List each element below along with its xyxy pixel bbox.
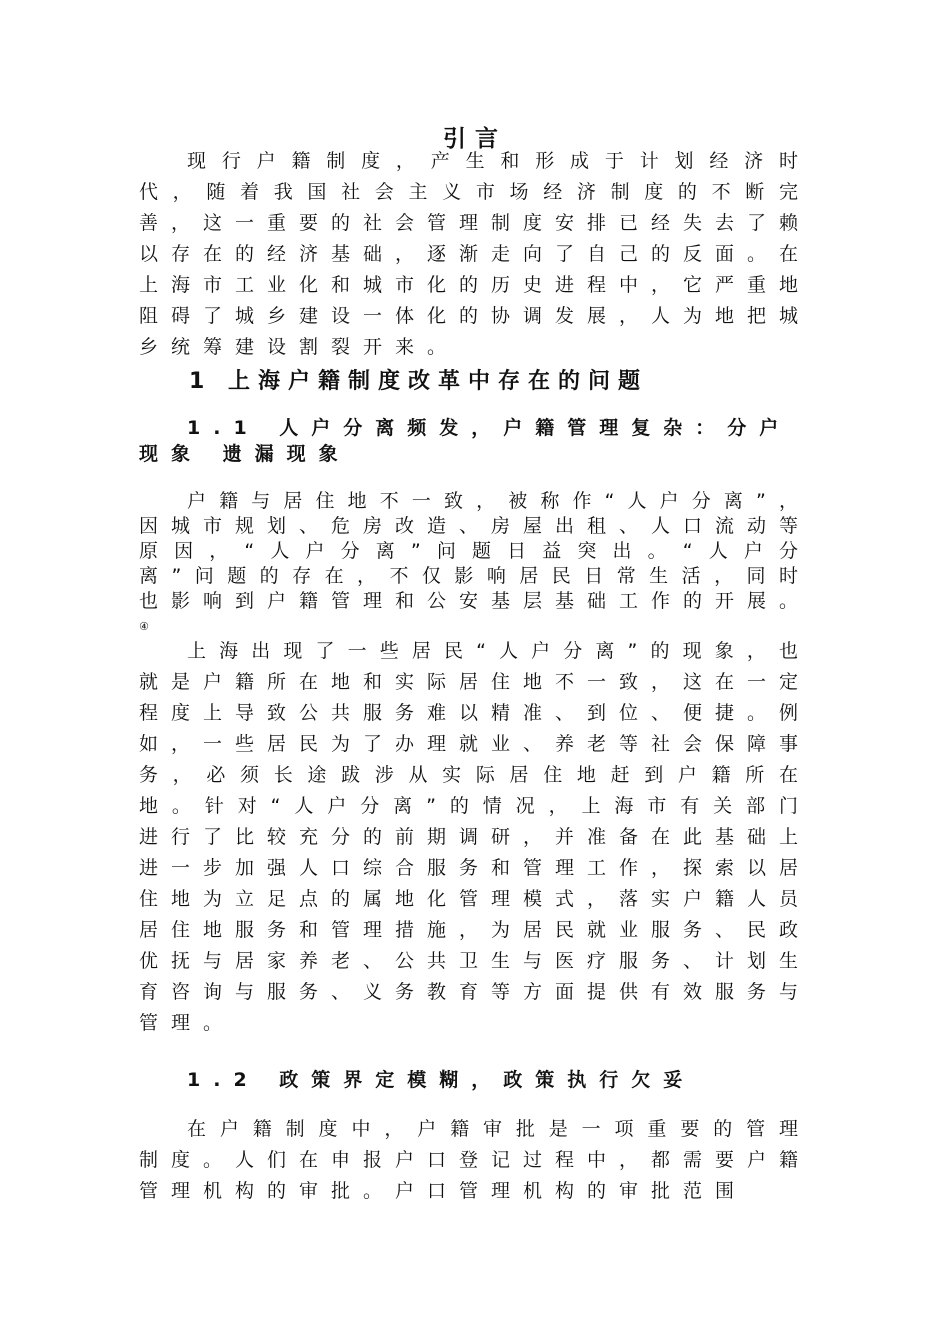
section-1-1-paragraph-2: 上海出现了一些居民“人户分离”的现象，也就是户籍所在地和实际居住地不一致，这在一定程度上导致公共服务难以精准、到位、便捷。例如，一些居民为了办理就业、养老等社会保障事务，必须长途跋涉从实际居住地赶到户籍所在地。针对“人户分离”的情况，上海市有关部门进行了比较充分的前期调研，并准备在此基础上进一步加强人口综合服务和管理工作，探索以居住地为立足点的属地化管理模式，落实户籍人员居住地服务和管理措施，为居民就业服务、民政优抚与居家养老、公共卫生与医疗服务、计划生育咨询与服务、义务教育等方面提供有效服务与管理。 <box>139 640 812 1034</box>
document-title: 引言 <box>443 126 507 152</box>
section-1-1-paragraph-1-text: 户籍与居住地不一致，被称作“人户分离”，因城市规划、危房改造、房屋出租、人口流动等原因，“人户分离”问题日益突出。“人户分离”问题的存在，不仅影响居民日常生活，同时也影响到户籍管理和公安基层基础工作的开展。 <box>139 490 812 612</box>
section-1-heading: 1 上海户籍制度改革中存在的问题 <box>189 369 648 394</box>
footnote-marker: ④ <box>139 620 149 633</box>
section-1-2-heading: 1.2 政策界定模糊，政策执行欠妥 <box>187 1069 696 1091</box>
section-1-1-paragraph-1 <box>139 489 811 644</box>
section-1-1-heading: 1.1 人户分离频发，户籍管理复杂：分户现象 遗漏现象 <box>139 417 792 465</box>
section-1-2-paragraph-1: 在户籍制度中，户籍审批是一项重要的管理制度。人们在申报户口登记过程中，都需要户籍管理机构的审批。户口管理机构的审批范围 <box>139 1118 812 1202</box>
intro-paragraph: 现行户籍制度，产生和形成于计划经济时代，随着我国社会主义市场经济制度的不断完善，这一重要的社会管理制度安排已经失去了赖以存在的经济基础，逐渐走向了自己的反面。在上海市工业化和城市化的历史进程中，它严重地阻碍了城乡建设一体化的协调发展，人为地把城乡统筹建设割裂开来。 <box>139 150 812 358</box>
